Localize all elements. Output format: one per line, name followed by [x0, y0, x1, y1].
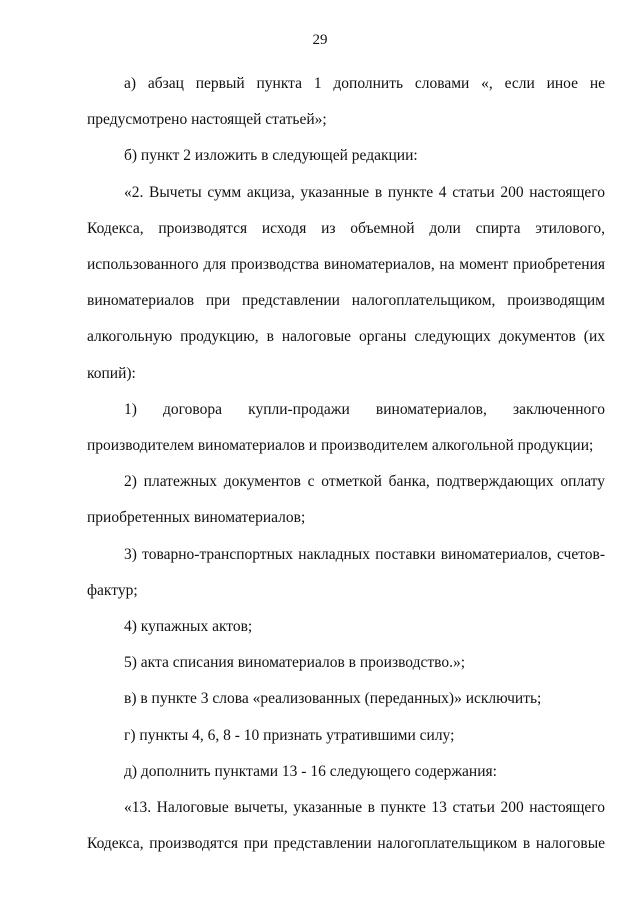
paragraph-item-13: «13. Налоговые вычеты, указанные в пункте 13 статьи 200 настоящего Кодекса, производятся при представлении налогоплательщиком в налоговые [87, 799, 605, 853]
paragraph-a: а) абзац первый пункта 1 дополнить словами «, если иное не предусмотрено настоящей статьей»; [87, 75, 605, 129]
list-item-2: 2) платежных документов с отметкой банка, подтверждающих оплату приобретенных виноматериалов; [87, 473, 605, 527]
list-item-5: 5) акта списания виноматериалов в производство.»; [124, 654, 466, 672]
page-number: 29 [312, 32, 328, 48]
document-body [87, 66, 605, 862]
list-item-1: 1) договора купли-продажи виноматериалов, заключенного производителем виноматериалов и производителем алкогольной продукции; [87, 400, 605, 455]
paragraph-d: д) дополнить пунктами 13 - 16 следующего содержания: [124, 762, 497, 780]
paragraph-b: б) пункт 2 изложить в следующей редакции: [124, 147, 418, 165]
paragraph-item-2: «2. Вычеты сумм акциза, указанные в пункте 4 статьи 200 настоящего Кодекса, производятся исходя из объемной доли спирта этилового, использованного для производства виноматериалов, на момент приобретения виноматериалов при представлении налогоплательщиком, производящим алкогольную продукцию, в налоговые органы следующих документов (их копий): [87, 183, 605, 382]
list-item-4: 4) купажных актов; [124, 618, 253, 636]
list-item-3: 3) товарно-транспортных накладных поставки виноматериалов, счетов-фактур; [87, 545, 605, 599]
paragraph-v: в) в пункте 3 слова «реализованных (переданных)» исключить; [124, 690, 542, 708]
paragraph-g: г) пункты 4, 6, 8 - 10 признать утратившими силу; [124, 726, 455, 744]
